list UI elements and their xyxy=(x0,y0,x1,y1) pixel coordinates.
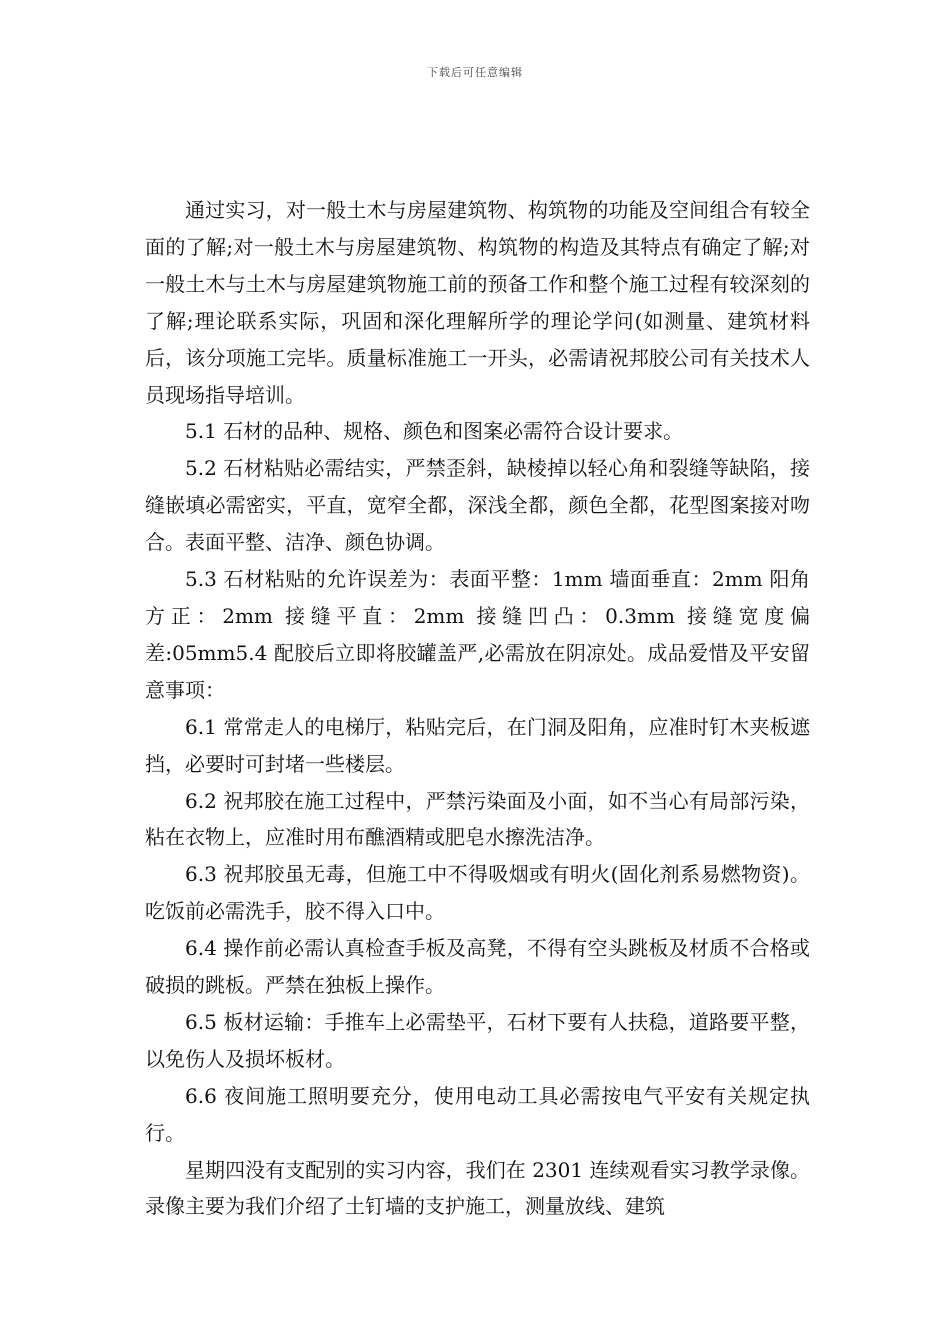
paragraph-intro: 通过实习，对一般土木与房屋建筑物、构筑物的功能及空间组合有较全面的了解;对一般土木与房屋建筑物、构筑物的构造及其特点有确定了解;对一般土木与土木与房屋建筑物施工前的预备工作和整个施工过程有较深刻的了解;理论联系实际，巩固和深化理解所学的理论学问(如测量、建筑材料后，该分项施工完毕。质量标准施工一开头，必需请祝邦胶公司有关技术人员现场指导培训。 xyxy=(145,198,810,407)
document-body xyxy=(145,192,810,1225)
paragraph-6-6: 6.6 夜间施工照明要充分，使用电动工具必需按电气平安有关规定执行。 xyxy=(145,1083,810,1145)
paragraph-6-3: 6.3 祝邦胶虽无毒，但施工中不得吸烟或有明火(固化剂系易燃物资)。吃饭前必需洗手，胶不得入口中。 xyxy=(145,862,810,924)
paragraph-6-4: 6.4 操作前必需认真检查手板及高凳，不得有空头跳板及材质不合格或破损的跳板。严禁在独板上操作。 xyxy=(145,936,810,998)
paragraph-thursday: 星期四没有支配别的实习内容，我们在 2301 连续观看实习教学录像。录像主要为我们介绍了土钉墙的支护施工，测量放线、建筑 xyxy=(145,1157,810,1219)
paragraph-5-1: 5.1 石材的品种、规格、颜色和图案必需符合设计要求。 xyxy=(185,419,684,444)
paragraph-5-3: 5.3 石材粘贴的允许误差为：表面平整：1mm 墙面垂直：2mm 阳角方正：2mm 接缝平直：2mm 接缝凹凸：0.3mm 接缝宽度偏差:05mm5.4 配胶后立即将胶罐盖严,必需放在阴凉处。成品爱惜及平安留意事项： xyxy=(145,567,810,702)
paragraph-5-2: 5.2 石材粘贴必需结实，严禁歪斜，缺棱掉以轻心角和裂缝等缺陷，接缝嵌填必需密实，平直，宽窄全都，深浅全都，颜色全都，花型图案接对吻合。表面平整、洁净、颜色协调。 xyxy=(145,456,810,555)
paragraph-6-1: 6.1 常常走人的电梯厅，粘贴完后，在门洞及阳角，应准时钉木夹板遮挡，必要时可封堵一些楼层。 xyxy=(145,714,810,776)
paragraph-6-5: 6.5 板材运输：手推车上必需垫平，石材下要有人扶稳，道路要平整，以免伤人及损坏板材。 xyxy=(145,1009,810,1071)
paragraph-6-2: 6.2 祝邦胶在施工过程中，严禁污染面及小面，如不当心有局部污染，粘在衣物上，应准时用布醮酒精或肥皂水擦洗洁净。 xyxy=(145,788,810,850)
page-header: 下载后可任意编辑 xyxy=(427,66,523,79)
